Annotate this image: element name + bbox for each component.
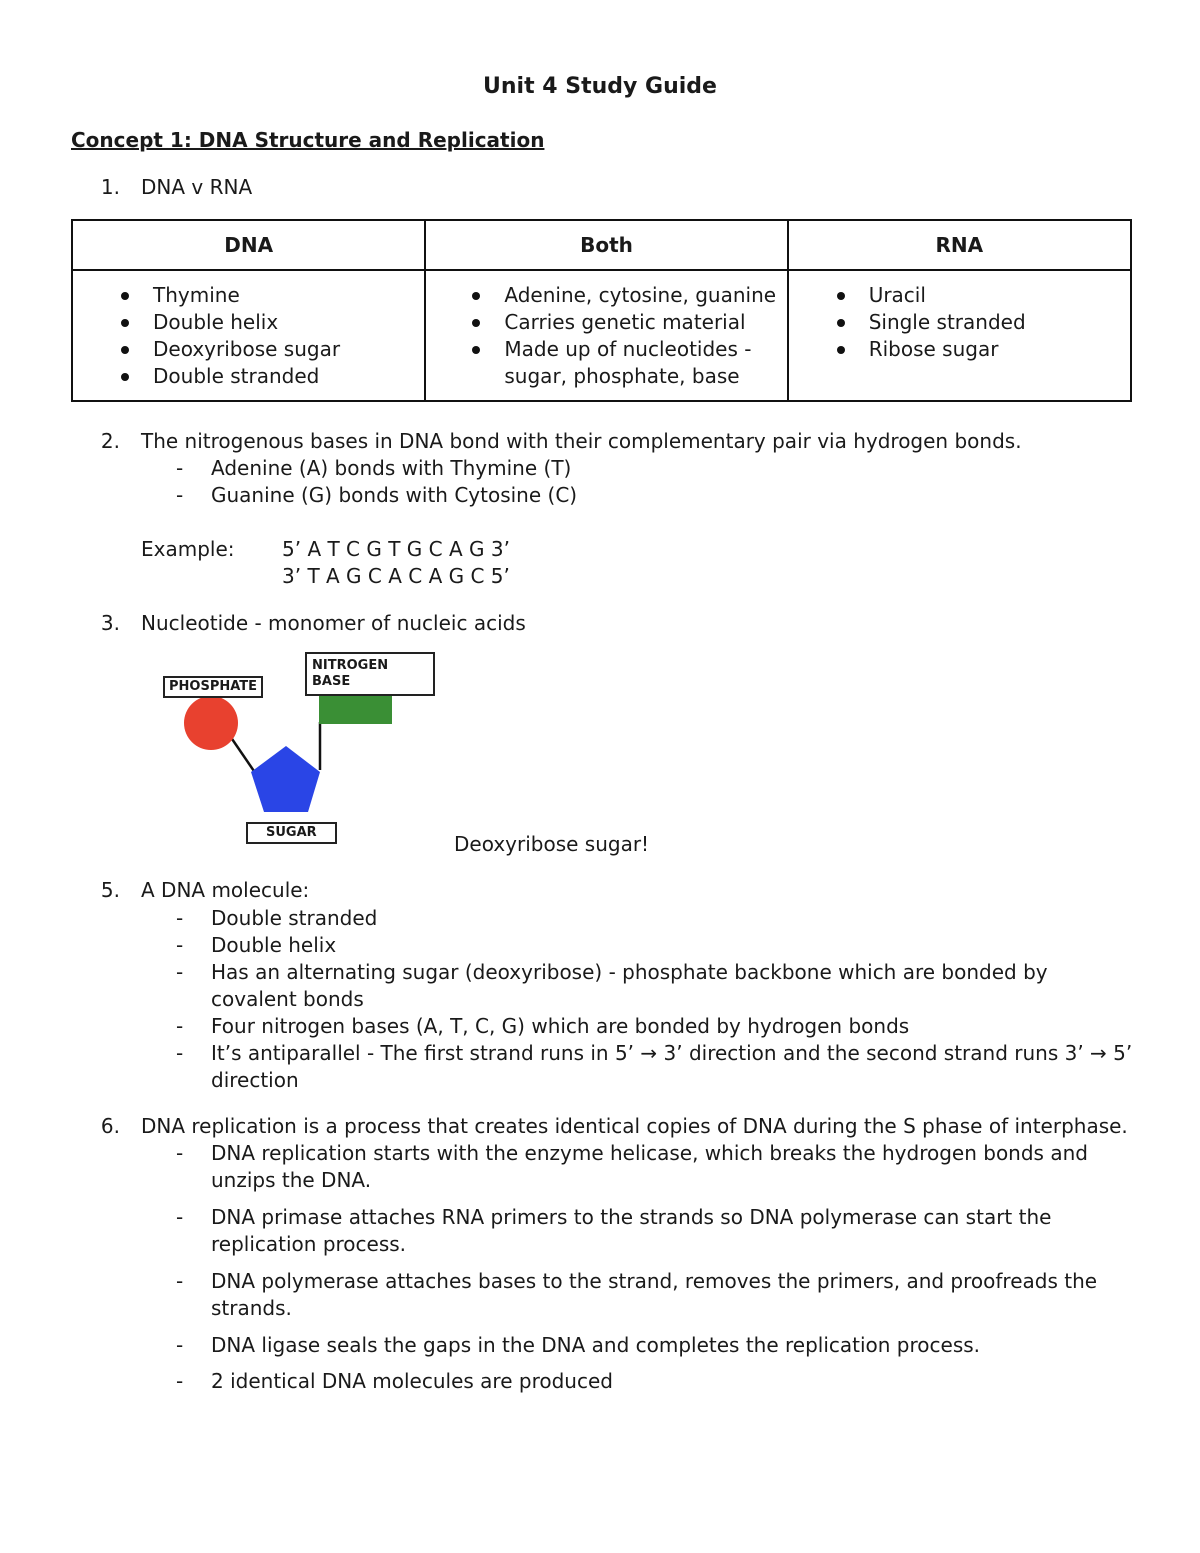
dash-marker: - bbox=[176, 933, 184, 957]
dash-marker: - bbox=[176, 1041, 184, 1065]
dna-cell bbox=[72, 270, 425, 401]
q6-bullet-continued: strands. bbox=[211, 1296, 292, 1320]
q5-bullet: Double stranded bbox=[211, 906, 378, 930]
dash-marker: - bbox=[176, 456, 184, 480]
q6-bullet-continued: unzips the DNA. bbox=[211, 1168, 372, 1192]
dash-marker: - bbox=[176, 1205, 184, 1229]
deoxyribose-note: Deoxyribose sugar! bbox=[454, 832, 650, 856]
q1-number: 1. bbox=[100, 175, 120, 199]
header-rna: RNA bbox=[788, 220, 1131, 270]
q6-bullet: DNA replication starts with the enzyme helicase, which breaks the hydrogen bonds and bbox=[211, 1141, 1088, 1165]
q5-text: A DNA molecule: bbox=[141, 878, 310, 902]
q6-text: DNA replication is a process that creates identical copies of DNA during the S phase of interphase. bbox=[141, 1114, 1128, 1138]
dash-marker: - bbox=[176, 1333, 184, 1357]
dash-marker: - bbox=[176, 1269, 184, 1293]
both-cell bbox=[425, 270, 787, 401]
header-both: Both bbox=[425, 220, 787, 270]
example-strand-1: 5’ A T C G T G C A G 3’ bbox=[282, 537, 510, 561]
phosphate-sugar-bond bbox=[230, 736, 256, 774]
nucleotide-diagram bbox=[160, 648, 435, 848]
q6-number: 6. bbox=[100, 1114, 120, 1138]
phosphate-label: PHOSPHATE bbox=[163, 676, 263, 698]
concept-heading: Concept 1: DNA Structure and Replication bbox=[71, 128, 545, 152]
dash-marker: - bbox=[176, 1141, 184, 1165]
phosphate-circle bbox=[184, 696, 238, 750]
q6-bullet: 2 identical DNA molecules are produced bbox=[211, 1369, 613, 1393]
rna-item: Uracil bbox=[869, 282, 1120, 309]
both-item: Adenine, cytosine, guanine bbox=[504, 283, 777, 307]
example-strand-2: 3’ T A G C A C A G C 5’ bbox=[282, 564, 510, 588]
sugar-pentagon bbox=[251, 746, 320, 812]
q6-bullet: DNA primase attaches RNA primers to the strands so DNA polymerase can start the bbox=[211, 1205, 1052, 1229]
dna-rna-table bbox=[71, 219, 1132, 402]
rna-item: Single stranded bbox=[869, 309, 1120, 336]
rna-cell bbox=[788, 270, 1131, 401]
q5-bullet: Double helix bbox=[211, 933, 337, 957]
q5-bullet: Has an alternating sugar (deoxyribose) - phosphate backbone which are bonded by bbox=[211, 960, 1048, 984]
q3-number: 3. bbox=[100, 611, 120, 635]
dna-item: Thymine bbox=[153, 282, 414, 309]
q6-bullet: DNA polymerase attaches bases to the strand, removes the primers, and proofreads the bbox=[211, 1269, 1098, 1293]
q2-bullet: Adenine (A) bonds with Thymine (T) bbox=[211, 456, 572, 480]
dna-item: Double stranded bbox=[153, 363, 414, 390]
dna-item: Double helix bbox=[153, 309, 414, 336]
q2-text: The nitrogenous bases in DNA bond with their complementary pair via hydrogen bonds. bbox=[141, 429, 1022, 453]
q2-number: 2. bbox=[100, 429, 120, 453]
q1-text: DNA v RNA bbox=[141, 175, 253, 199]
nitrogen-base-label: NITROGEN BASE bbox=[305, 652, 435, 696]
q6-bullet-continued: replication process. bbox=[211, 1232, 407, 1256]
q5-bullet: It’s antiparallel - The first strand runs in 5’ → 3’ direction and the second strand runs 3’ → 5’ bbox=[211, 1041, 1133, 1065]
dash-marker: - bbox=[176, 1014, 184, 1038]
rna-item: Ribose sugar bbox=[869, 336, 1120, 363]
both-item: Carries genetic material bbox=[504, 309, 776, 336]
q5-bullet-continued: covalent bonds bbox=[211, 987, 364, 1011]
q5-number: 5. bbox=[100, 878, 120, 902]
dash-marker: - bbox=[176, 906, 184, 930]
both-item: Made up of nucleotides - sugar, phosphate, base bbox=[504, 336, 776, 390]
sugar-label: SUGAR bbox=[246, 822, 337, 844]
q3-text: Nucleotide - monomer of nucleic acids bbox=[141, 611, 526, 635]
example-label: Example: bbox=[141, 537, 235, 561]
q5-bullet-continued: direction bbox=[211, 1068, 299, 1092]
q2-bullet: Guanine (G) bonds with Cytosine (C) bbox=[211, 483, 578, 507]
q6-bullet: DNA ligase seals the gaps in the DNA and completes the replication process. bbox=[211, 1333, 981, 1357]
dash-marker: - bbox=[176, 1369, 184, 1393]
dash-marker: - bbox=[176, 483, 184, 507]
dash-marker: - bbox=[176, 960, 184, 984]
dna-item: Deoxyribose sugar bbox=[153, 336, 414, 363]
page-title: Unit 4 Study Guide bbox=[483, 74, 717, 99]
q5-bullet: Four nitrogen bases (A, T, C, G) which are bonded by hydrogen bonds bbox=[211, 1014, 910, 1038]
header-dna: DNA bbox=[72, 220, 425, 270]
